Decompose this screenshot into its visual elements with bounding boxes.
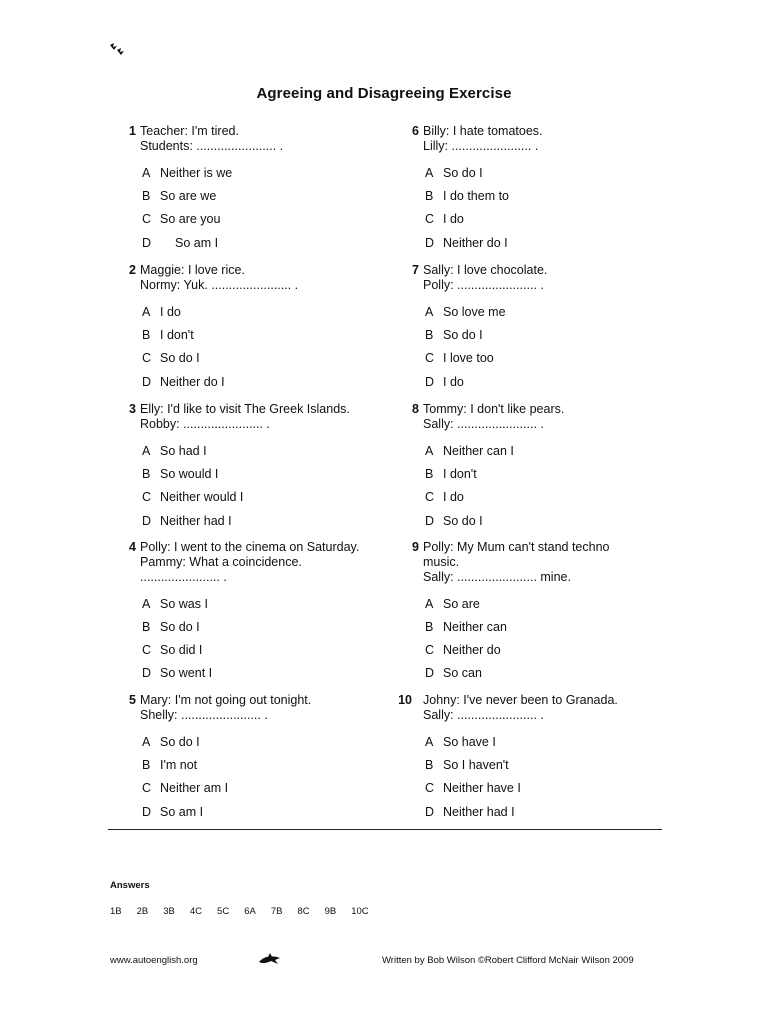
prompt-line: Mary: I'm not going out tonight.	[140, 693, 312, 707]
option-text: So are	[443, 596, 480, 611]
option-letter: B	[425, 758, 434, 773]
option-b[interactable]	[142, 757, 197, 773]
prompt-line: Sally: ....................... mine.	[423, 570, 571, 584]
option-text: Neither had I	[160, 513, 232, 528]
option-d[interactable]	[425, 804, 515, 820]
prompt-line: Lilly: ....................... .	[423, 139, 539, 153]
option-text: So I haven't	[443, 758, 509, 773]
option-d[interactable]	[425, 235, 508, 251]
option-text: I don't	[443, 467, 477, 482]
option-text: Neither do I	[443, 235, 508, 250]
option-letter: A	[425, 735, 434, 749]
prompt-line: Sally: ....................... .	[423, 417, 544, 431]
autoenglish-bird-logo-icon	[108, 42, 128, 58]
option-c[interactable]	[425, 489, 464, 505]
option-c[interactable]	[425, 350, 494, 366]
option-text: Neither do	[443, 642, 501, 657]
question-prompt	[423, 693, 618, 723]
prompt-line: Polly: My Mum can't stand techno	[423, 540, 610, 554]
option-a[interactable]	[142, 165, 232, 181]
website-link[interactable]: www.autoenglish.org	[110, 955, 198, 966]
option-letter: C	[142, 642, 152, 657]
option-letter: B	[425, 189, 434, 204]
option-text: So do I	[160, 619, 200, 634]
answer-key	[110, 906, 384, 917]
option-text: So did I	[160, 642, 203, 657]
option-b[interactable]	[425, 466, 477, 482]
option-letter: A	[425, 305, 434, 319]
question-prompt	[140, 263, 298, 293]
option-d[interactable]	[142, 374, 225, 390]
option-letter: C	[142, 212, 152, 227]
option-c[interactable]	[425, 780, 521, 796]
dolphin-logo-icon	[258, 952, 282, 968]
prompt-line: Polly: ....................... .	[423, 278, 544, 292]
option-letter: A	[142, 305, 151, 319]
page-title: Agreeing and Disagreeing Exercise	[256, 85, 512, 102]
option-text: I do	[160, 305, 181, 319]
option-a[interactable]	[142, 443, 207, 459]
answer-item: 5C	[217, 906, 230, 917]
option-c[interactable]	[142, 211, 220, 227]
option-text: So do I	[443, 513, 483, 528]
option-text: So can	[443, 666, 482, 681]
question-prompt	[423, 124, 543, 154]
option-text: So was I	[160, 596, 208, 611]
option-letter: C	[425, 212, 435, 227]
prompt-line: Pammy: What a coincidence.	[140, 555, 302, 569]
option-b[interactable]	[142, 188, 216, 204]
answer-item: 7B	[270, 906, 283, 917]
option-d[interactable]	[425, 665, 482, 681]
question-prompt	[140, 540, 359, 585]
option-letter: C	[425, 490, 435, 505]
question-number: 8	[412, 402, 419, 416]
question-prompt	[140, 402, 350, 432]
option-a[interactable]	[425, 443, 514, 459]
answer-item: 4C	[189, 906, 203, 917]
prompt-line: Teacher: I'm tired.	[140, 124, 239, 138]
prompt-line: Robby: ....................... .	[140, 417, 270, 431]
option-d[interactable]	[142, 235, 218, 251]
option-c[interactable]	[425, 642, 501, 658]
option-letter: D	[425, 666, 435, 681]
option-a[interactable]	[425, 304, 506, 320]
option-b[interactable]	[425, 757, 509, 773]
option-letter: A	[425, 166, 434, 180]
option-text: I do	[443, 374, 464, 389]
question-number: 3	[129, 402, 136, 416]
option-letter: B	[142, 758, 151, 773]
question-number: 5	[129, 693, 136, 707]
option-text: So do I	[443, 328, 483, 343]
option-text: I don't	[160, 328, 194, 343]
option-letter: D	[425, 513, 435, 528]
option-d[interactable]	[425, 374, 464, 390]
question-number: 6	[412, 124, 419, 138]
option-letter: D	[425, 235, 435, 250]
prompt-line: Students: ....................... .	[140, 139, 284, 153]
question-number: 9	[412, 540, 419, 554]
question-number: 1	[129, 124, 136, 138]
option-text: Neither have I	[443, 781, 521, 796]
option-letter: C	[425, 781, 435, 796]
answers-label: Answers	[110, 880, 150, 891]
option-text: Neither am I	[160, 781, 229, 796]
option-text: Neither can	[443, 619, 507, 634]
option-a[interactable]	[142, 596, 208, 612]
option-text: Neither do I	[160, 374, 225, 389]
option-letter: B	[142, 189, 151, 204]
option-text: So are we	[160, 189, 217, 204]
option-text: Neither is we	[160, 166, 233, 180]
option-text: So went I	[160, 666, 213, 681]
option-text: I'm not	[160, 758, 198, 773]
option-letter: D	[142, 374, 152, 389]
answer-item: 1B	[110, 906, 122, 917]
option-text: So love me	[443, 305, 506, 319]
question-number: 4	[129, 540, 136, 554]
option-c[interactable]	[142, 642, 202, 658]
option-text: So do I	[443, 166, 483, 180]
divider-line	[108, 829, 662, 830]
question-prompt	[140, 693, 311, 723]
answer-item: 10C	[351, 906, 369, 917]
option-letter: C	[142, 351, 152, 366]
option-letter: D	[142, 666, 152, 681]
prompt-line: Sally: ....................... .	[423, 708, 544, 722]
option-text: So would I	[160, 467, 219, 482]
option-text: So are you	[160, 212, 221, 227]
option-letter: D	[142, 235, 152, 250]
option-c[interactable]	[142, 780, 228, 796]
option-text: So have I	[443, 735, 496, 749]
option-text: I love too	[443, 351, 494, 366]
option-text: So had I	[160, 444, 207, 458]
option-letter: A	[142, 444, 151, 458]
option-b[interactable]	[425, 188, 509, 204]
option-d[interactable]	[142, 513, 232, 529]
option-letter: D	[142, 513, 152, 528]
option-text: So do I	[160, 735, 200, 749]
prompt-line: Shelly: ....................... .	[140, 708, 268, 722]
option-d[interactable]	[425, 513, 483, 529]
option-c[interactable]	[425, 211, 464, 227]
option-a[interactable]	[425, 165, 483, 181]
option-b[interactable]	[142, 327, 194, 343]
option-d[interactable]	[142, 804, 203, 820]
prompt-line: Sally: I love chocolate.	[423, 263, 548, 277]
question-prompt	[423, 263, 547, 293]
question-prompt	[423, 540, 610, 585]
prompt-line: Billy: I hate tomatoes.	[423, 124, 543, 138]
option-text: I do	[443, 212, 464, 227]
option-letter: D	[142, 804, 152, 819]
option-text: I do	[443, 490, 464, 505]
answer-item: 8C	[297, 906, 310, 917]
question-prompt	[140, 124, 283, 154]
option-b[interactable]	[425, 327, 483, 343]
option-d[interactable]	[142, 665, 212, 681]
prompt-line: Normy: Yuk. ....................... .	[140, 278, 299, 292]
option-b[interactable]	[142, 619, 200, 635]
option-text: So am I	[175, 235, 219, 250]
option-letter: B	[425, 328, 434, 343]
question-number: 10	[398, 693, 412, 707]
option-letter: B	[142, 467, 151, 482]
option-text: So do I	[160, 351, 200, 366]
option-text: I do them to	[443, 189, 510, 204]
answer-item: 2B	[136, 906, 149, 917]
option-letter: D	[425, 374, 435, 389]
option-letter: B	[142, 328, 151, 343]
prompt-line: Elly: I'd like to visit The Greek Islands.	[140, 402, 350, 416]
option-text: Neither can I	[443, 444, 514, 458]
option-letter: B	[142, 619, 151, 634]
option-a[interactable]	[425, 596, 480, 612]
option-letter: D	[425, 804, 435, 819]
prompt-line: ....................... .	[140, 570, 227, 584]
prompt-line: Johny: I've never been to Granada.	[423, 693, 618, 707]
option-letter: B	[425, 467, 434, 482]
answer-item: 3B	[163, 906, 175, 917]
question-prompt	[423, 402, 564, 432]
option-letter: C	[142, 781, 152, 796]
option-c[interactable]	[142, 350, 200, 366]
option-letter: A	[142, 596, 151, 611]
option-b[interactable]	[425, 619, 507, 635]
option-a[interactable]	[142, 304, 181, 320]
option-text: Neither had I	[443, 804, 515, 819]
option-letter: B	[425, 619, 434, 634]
option-text: So am I	[160, 804, 204, 819]
answer-item: 9B	[324, 906, 337, 917]
option-letter: C	[425, 351, 435, 366]
option-letter: A	[142, 735, 151, 749]
question-number: 7	[412, 263, 419, 277]
prompt-line: Tommy: I don't like pears.	[423, 402, 565, 416]
author-credit: Written by Bob Wilson ©Robert Clifford McNair Wilson 2009	[382, 955, 634, 966]
option-letter: C	[142, 490, 152, 505]
option-letter: A	[142, 166, 151, 180]
option-letter: A	[425, 596, 434, 611]
option-a[interactable]	[425, 734, 496, 750]
option-b[interactable]	[142, 466, 218, 482]
option-a[interactable]	[142, 734, 200, 750]
option-letter: C	[425, 642, 435, 657]
prompt-line: music.	[423, 555, 460, 569]
option-letter: A	[425, 444, 434, 458]
option-text: Neither would I	[160, 490, 244, 505]
prompt-line: Maggie: I love rice.	[140, 263, 245, 277]
option-c[interactable]	[142, 489, 243, 505]
question-number: 2	[129, 263, 136, 277]
prompt-line: Polly: I went to the cinema on Saturday.	[140, 540, 360, 554]
answer-item: 6A	[244, 906, 256, 917]
